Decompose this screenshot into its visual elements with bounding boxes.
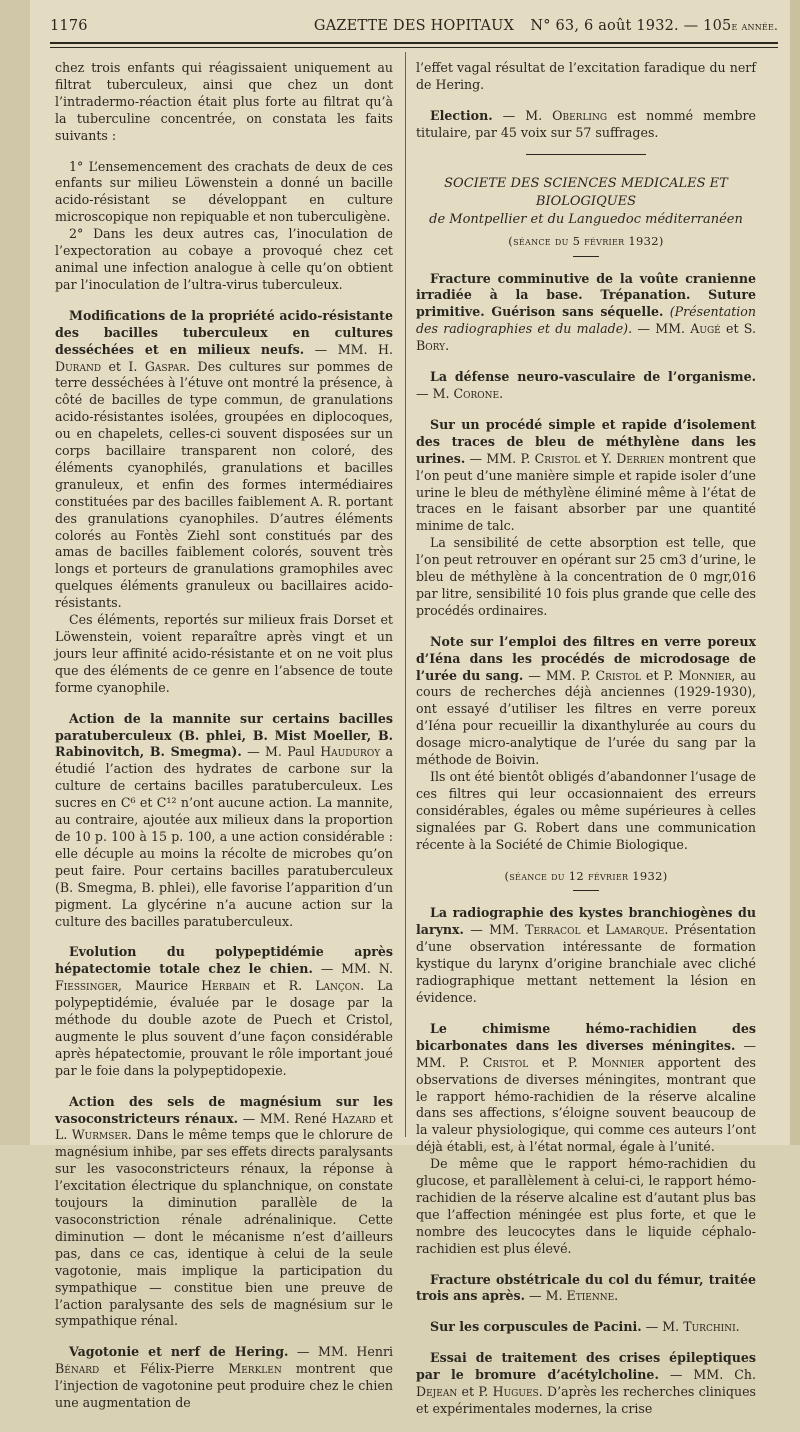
communication-title: Fracture comminutive de la voûte cranienne irradiée à la base. Trépanation. Suture primitive. Guérison sans séquelle. [416,270,756,320]
article-vagotonie [55,1344,393,1412]
article-title: Action de la mannite sur certains bacilles paratuberculeux (B. phlei, B. Mist Moeller, B. Rabinovitch, B. Smegma). [55,710,393,760]
author-name: Lamarque [605,922,665,938]
author-name: Herbain [201,978,251,994]
text: et S. [720,321,756,337]
journal-title: GAZETTE DES HOPITAUX [313,18,515,34]
text: et L. [55,1110,393,1143]
communication-title: Note sur l’emploi des filtres en verre poreux d’Iéna dans les procédés de microdosage de l’urée du sang. [416,633,756,683]
article-title: Modifications de la propriété acido-résistante des bacilles tuberculeux en cultures desséchées et en milieux neufs. [55,307,393,357]
article-title: Vagotonie et nerf de Hering. [69,1344,289,1360]
article-mannite [55,711,393,931]
left-page-margin [0,0,30,1145]
session-label: (séance du 12 février 1932) [504,868,668,883]
author-name: Derrien [616,450,665,466]
election-notice [416,108,756,142]
author-name: Cristol [482,1054,529,1070]
text: et Y. [580,450,617,466]
paragraph: 2° Dans les deux autres cas, l’inoculation de l’expectoration au cobaye a provoqué chez cet animal une infection analogue à celle qu’on obtient par l’inoculation de l’ultra-virus tuberculeux. [55,226,393,292]
text: — MM. N. [312,961,393,977]
paragraph: chez trois enfants qui réagissaient uniquement au filtrat tuberculeux, ainsi que chez un dont l’intradermo-réaction était plus forte au filtrat qu’à la tuberculine concentrée, on constata les faits suivants : [55,60,393,143]
page-header [50,18,778,40]
text: — MM. [463,922,526,938]
member-name: Oberling [552,107,608,123]
author-name: Etienne [566,1288,615,1304]
communication-title: La défense neuro-vasculaire de l’organisme. [430,369,756,385]
author-name: Hauduroy [320,744,381,760]
newspaper-page [30,0,790,1416]
text: — MM. [632,321,691,337]
author-name: Cristol [534,450,581,466]
paragraph: l’effet vagal résultat de l’excitation faradique du nerf de Hering. [416,60,756,92]
text: . [735,1319,740,1335]
text: — M. [492,107,553,123]
communication-fracture-femur [416,1272,756,1306]
author-name: Corone [453,385,500,401]
text: — M. [641,1319,684,1335]
italic-note: (Présentation des radiographies et du malade). [416,304,756,337]
text: et I. [101,358,145,374]
author-name: Cristol [595,667,642,683]
text: . Dans le même temps que le chlorure de magnésium inhibe, par ses effets directs paralysants sur les vasoconstricteurs rénaux, la réponse à l’excitation électrique du splanchnique, on constate toujours la diminution parallèle de la vasoconstriction rénale adrénalinique. Cette diminution — dont le mécanisme n’est d’ailleurs pas, dans ce cas, identique à celui de la seule vagotonie, mais implique la participation du sympathique — constitue bien une preuve de l’action paralysante des sels de magnésium sur le sympathique rénal. [55,1127,393,1329]
left-column [55,60,393,1426]
page-number: 1176 [50,18,88,34]
author-name: Hazard [331,1110,376,1126]
author-name: Fiessinger [55,978,119,994]
text: . Présentation d’une observation intéressante de formation kystique du larynx d’origine branchiale avec cliché radiographique mettant nettement la lésion en évidence. [416,922,756,1005]
session-date [416,233,756,250]
header-rule-thick [50,42,778,44]
author-name: Monnier [591,1054,645,1070]
text: — MM. Henri [288,1344,393,1360]
communication-pacini [416,1319,756,1336]
text: — M. [416,385,454,401]
text: — M. Paul [241,744,321,760]
article-title: Action des sels de magnésium sur les vasoconstricteurs rénaux. [55,1093,393,1126]
author-name: Augé [690,321,721,337]
paragraph: Ces éléments, reportés sur milieux frais Dorset et Löwenstein, voient reparaître après vingt et un jours leur affinité acido-résistante et on ne voit plus que des éléments de ce genre en l’absence de toute forme cyanophile. [55,612,393,695]
right-column [416,60,756,1432]
communication-title: Fracture obstétricale du col du fémur, traitée trois ans après. [416,1271,756,1304]
communication-epilepsie [416,1350,756,1418]
issue-text: N° 63, 6 août 1932. — 105 [530,18,732,34]
author-name: Merklen [228,1361,282,1377]
paragraph: La sensibilité de cette absorption est telle, que l’on peut retrouver en opérant sur 25 cm3 d’urine, le bleu de méthylène à la concentration de 0 mgr,016 par litre, sensibilité 10 fois plus grande que celle des procédés ordinaires. [416,535,756,618]
text: et P. [457,1384,493,1400]
text: — MM. P. [523,667,596,683]
header-rule-thin [50,47,778,48]
author-name: Lançon [315,978,361,994]
election-label: Election. [430,107,493,123]
communication-bleu-methylene [416,417,756,535]
communication-bicarbonates [416,1021,756,1156]
column-divider [405,52,406,1137]
text: — M. [525,1288,567,1304]
communication-fracture-cranienne [416,271,756,356]
author-name: Durand [55,358,102,374]
text: . D’après les recherches cliniques et expérimentales modernes, la crise [416,1384,757,1416]
issue-date [530,18,778,34]
text: — MM. Ch. [658,1367,756,1383]
society-name: SOCIETE DES SCIENCES MEDICALES ET BIOLOGIQUES [444,175,728,209]
communication-filtres [416,634,756,769]
text: — MM. René [237,1110,332,1126]
text: et P. [528,1054,592,1070]
text: — MM. P. [416,1037,756,1070]
author-name: Monnier [678,667,732,683]
author-name: Bénard [55,1361,100,1377]
text: , Maurice [118,978,202,994]
communication-kystes [416,905,756,1006]
text: . [614,1288,619,1304]
session-date [416,868,756,885]
communication-title: Essai de traitement des crises épileptiques par le bromure d’acétylcholine. [416,1350,756,1383]
communication-title: Le chimisme hémo-rachidien des bicarbonates dans les diverses méningites. [416,1020,756,1053]
communication-title: Sur les corpuscules de Pacini. [430,1319,642,1335]
article-modifications [55,308,393,612]
text: et [580,922,606,938]
author-name: Dejean [416,1384,458,1400]
text: a étudié l’action des hydrates de carbone sur la culture de certains bacilles paratuberculeux. Les sucres en C⁶ et C¹² n’ont aucune action. La mannite, au contraire, ajoutée aux milieux dans la proportion de 10 p. 100 à 15 p. 100, a une action considérable : elle décuple au moins la récolte de microbes qu’on peut faire. Pour certains bacilles paratuberculeux (B. Smegma, B. phlei), elle favorise l’apparition d’un pigment. La glycérine n’a aucune action sur la culture des bacilles paratuberculeux. [55,744,394,929]
paragraph: Ils ont été bientôt obligés d’abandonner l’usage de ces filtres qui leur occasionnaient des erreurs considérables, égales ou même supérieures à celles signalées par G. Robert dans une communication récente à la Société de Chimie Biologique. [416,769,756,852]
text: — MM. P. [465,450,535,466]
article-magnesium [55,1094,393,1331]
paragraph: 1° L’ensemencement des crachats de deux de ces enfants sur milieu Löwenstein a donné un bacille acido-résistant se développant en culture microscopique non repiquable et non tuberculigène. [55,158,393,225]
year-suffix: e année. [731,19,778,33]
paragraph: De même que le rapport hémo-rachidien du glucose, et parallèlement à celui-ci, le rapport hémo-rachidien de la réserve alcaline est d’autant plus bas que l’affection méningée est plus forte, et que le nombre des leucocytes dans le liquide céphalo-rachidien est plus élevé. [416,1156,756,1256]
author-name: Gaspar [144,358,187,374]
text: et Félix-Pierre [99,1361,229,1377]
society-place: de Montpellier et du Languedoc méditerranéen [429,211,743,227]
text: . Des cultures sur pommes de terre desséchées à l’étuve ont montré la présence, à côté de bacilles de type commun, de granulations acido-résistantes isolées, groupées en diplocoques, ou en chapelets, celles-ci souvent disposées sur un corps bacillaire transparent non coloré, des éléments cyanophilés, granulations et bacilles granuleux, et enfin des formes intermédiaires constituées par des bacilles faiblement A. R. portant des granulations cyanophiles. D’autres éléments colorés au Fontès Ziehl sont constitués par des amas de bacilles faiblement colorés, souvent très longs et porteurs de granulations gramophiles avec quelques éléments granuleux ou bacillaires acido-résistants. [55,358,393,611]
text: et P. [641,667,679,683]
right-page-edge [790,0,800,1145]
section-rule [526,154,646,155]
communication-defense [416,369,756,403]
text: apportent des observations de diverses méningites, montrant que le rapport hémo-rachidien de la réserve alcaline dans ses affections, s’éloigne souvent beaucoup de la valeur physiologique, qui comme ces auteurs l’ont déjà établi, est, à l’état normal, égale à l’unité. [416,1054,756,1155]
text: , au cours de recherches déjà anciennes (1929-1930), ont essayé d’utiliser les filtres en verre poreux d’Iéna pour recueillir la dixanthylurée au cours du dosage micro-analytique de l’urée du sang par la méthode de Boivin. [416,667,756,768]
text: . La polypeptidémie, évaluée par le dosage par la méthode du double azote de Puech et Cristol, augmente le plus souvent d’une façon considérable après hépatectomie, prouvant le rôle important joué par le foie dans la polypeptidopexie. [55,978,393,1078]
text: . [445,338,450,354]
article-polypeptidemie [55,944,393,1079]
text: est nommé membre titulaire, par 45 voix sur 57 suffrages. [416,107,756,140]
session-label: (séance du 5 février 1932) [508,233,664,248]
communication-title: Sur un procédé simple et rapide d’isolement des traces de bleu de méthylène dans les urines. [416,416,756,466]
short-rule [573,256,599,257]
text: . [499,385,504,401]
text: et R. [250,978,316,994]
article-title: Evolution du polypeptidémie après hépatectomie totale chez le chien. [55,944,393,977]
society-heading [416,175,756,229]
text: montrent que l’injection de vagotonine peut produire chez le chien une augmentation de [55,1361,393,1411]
author-name: Hugues [492,1384,539,1400]
author-name: Wurmser [71,1127,128,1143]
author-name: Turchini [683,1319,736,1335]
author-name: Bory [416,338,446,354]
text: — MM. H. [304,341,393,357]
text: montrent que l’on peut d’une manière simple et rapide isoler d’une urine le bleu de méthylène éliminé même à l’état de traces en le faisant absorber par une quantité minime de talc. [416,450,756,534]
communication-title: La radiographie des kystes branchiogènes du larynx. [416,905,756,938]
short-rule [573,890,599,891]
author-name: Terracol [525,922,581,938]
